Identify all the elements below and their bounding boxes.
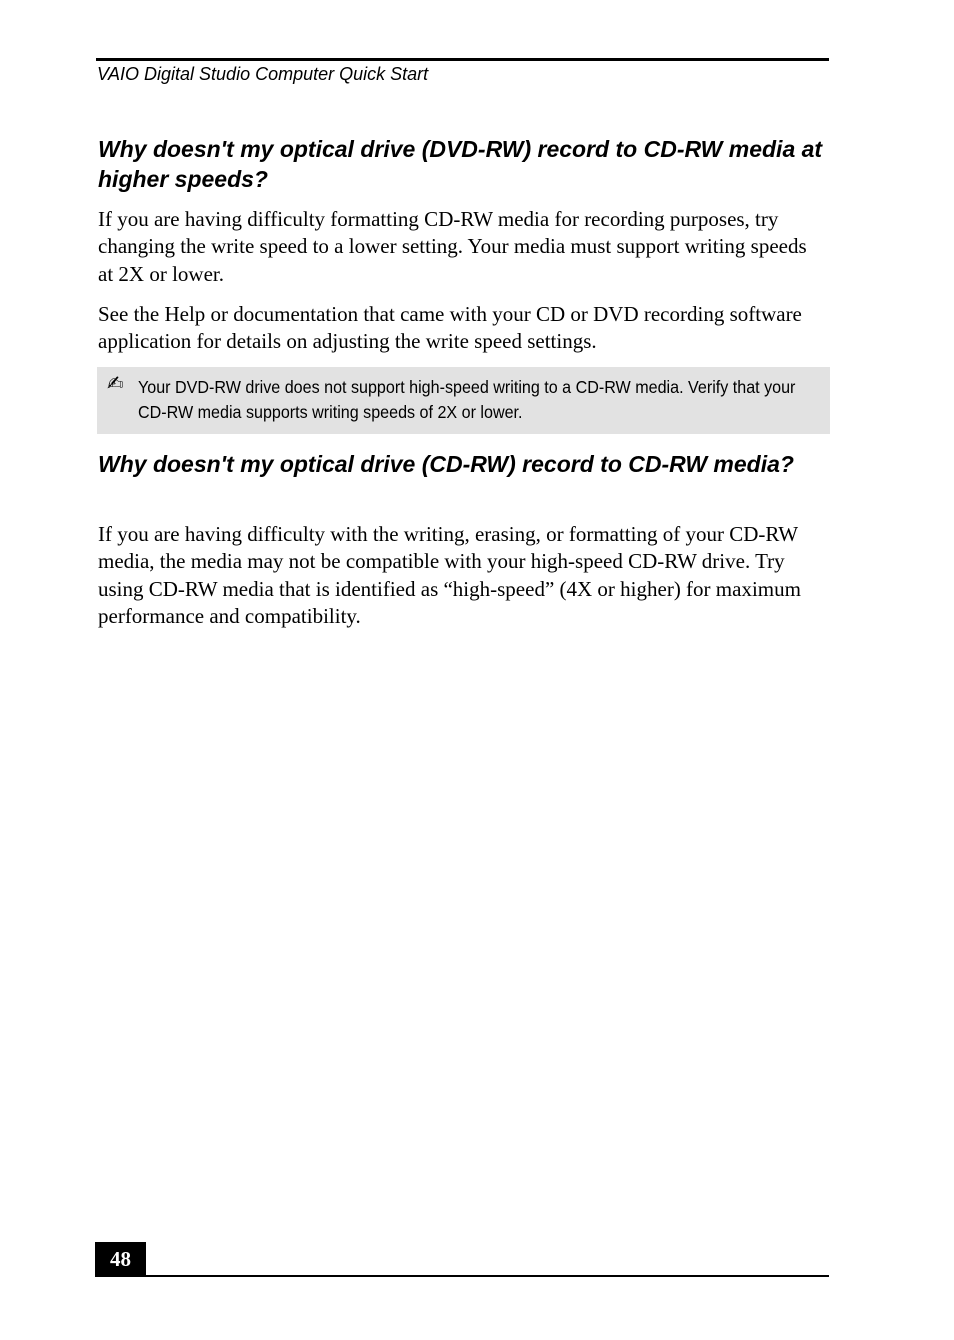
section-heading-dvd-rw-speeds: Why doesn't my optical drive (DVD-RW) record to CD-RW media at higher speeds? [98,136,823,192]
running-head: VAIO Digital Studio Computer Quick Start [97,64,429,84]
footer-rule [95,1275,829,1277]
note-box [97,367,830,434]
body-paragraph: If you are having difficulty with the writing, erasing, or formatting of your CD-RW media, the media may not be compatible with your high-speed CD-RW drive. Try using CD-RW media that is identified as “high-speed” (4X or higher) for maximum performance and compatibility. [98,522,801,628]
page-number: 48 [95,1242,146,1277]
body-paragraph: If you are having difficulty formatting CD-RW media for recording purposes, try changing the write speed to a lower setting. Your media must support writing speeds at 2X or lower. [98,207,807,286]
section-heading-cd-rw-media: Why doesn't my optical drive (CD-RW) record to CD-RW media? [98,451,794,477]
header-rule [96,58,829,61]
pencil-writing-icon: ✍ [107,371,124,395]
body-paragraph: See the Help or documentation that came with your CD or DVD recording software application for details on adjusting the write speed settings. [98,302,802,354]
note-text: Your DVD-RW drive does not support high-speed writing to a CD-RW media. Verify that your CD-RW media supports writing speeds of 2X or lower. [138,377,796,422]
